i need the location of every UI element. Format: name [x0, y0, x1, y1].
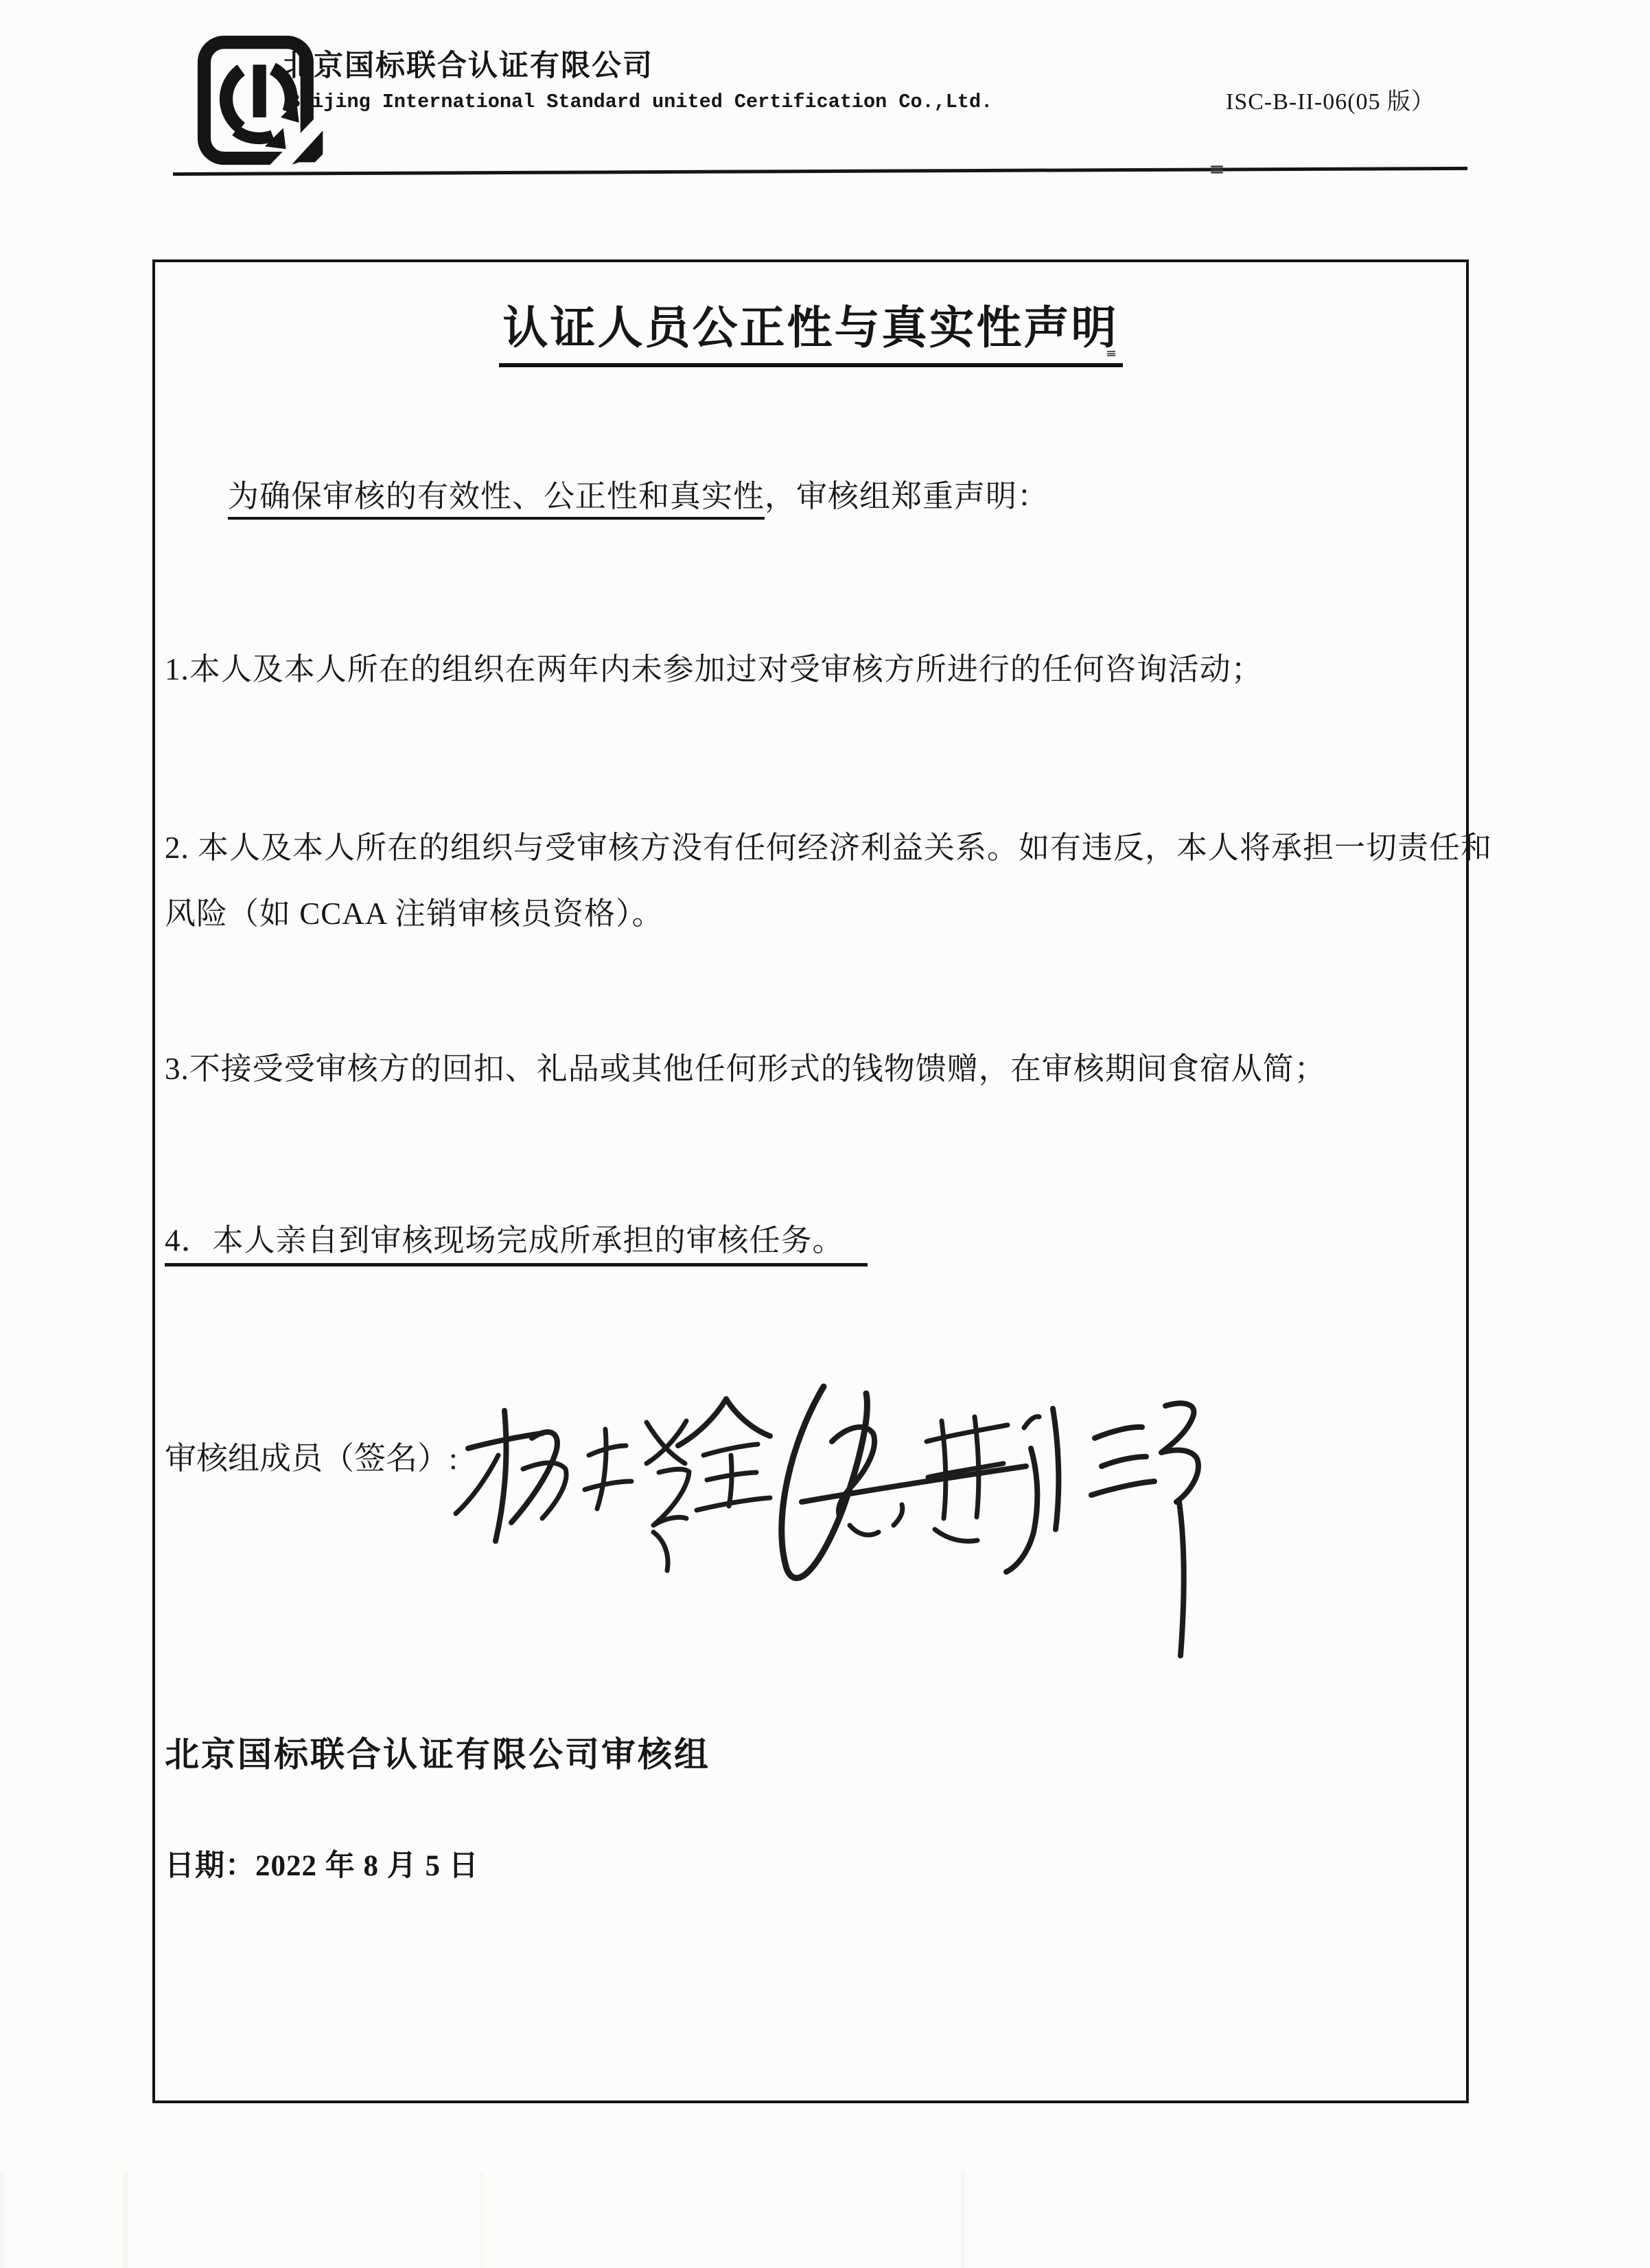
declaration-item-3: 3.不接受受审核方的回扣、礼品或其他任何形式的钱物馈赠，在审核期间食宿从简；: [165, 1052, 1326, 1086]
handwritten-signatures: [405, 1345, 1270, 1675]
signature-2: [782, 1387, 1059, 1578]
header-divider: [173, 167, 1467, 176]
signature-3: [1091, 1403, 1198, 1656]
declaration-item-4-text: 4．本人亲自到审核现场完成所承担的审核任务。: [165, 1223, 868, 1266]
declaration-item-2-line-1: 2. 本人及本人所在的组织与受审核方没有任何经济利益关系。如有违反，本人将承担一切责任和: [165, 831, 1493, 865]
declaration-title: 认证人员公正性与真实性声明: [499, 291, 1123, 367]
audit-team-line: 北京国标联合认证有限公司审核组: [165, 1735, 710, 1774]
declaration-title-row: [152, 291, 1469, 367]
signature-row-label: 审核组成员（签名）:: [165, 1441, 458, 1476]
declaration-border-box: [152, 259, 1469, 2103]
declaration-item-2-line-2: 风险（如 CCAA 注销审核员资格）。: [165, 896, 664, 931]
document-code: ISC-B-II-06(05 版）: [1226, 89, 1436, 115]
company-name-cn: 北京国标联合认证有限公司: [283, 49, 653, 82]
scan-artifact: [1211, 165, 1223, 173]
intro-rest-text: ，审核组郑重声明：: [765, 479, 1049, 513]
declaration-item-4: [165, 1215, 868, 1260]
declaration-intro: [228, 471, 1049, 516]
signature-1: [456, 1399, 770, 1571]
company-name-en: Beijing International Standard united Certification Co.,Ltd.: [288, 91, 993, 113]
declaration-item-1: 1.本人及本人所在的组织在两年内未参加过对受审核方所进行的任何咨询活动；: [165, 652, 1263, 686]
intro-underlined-text: 为确保审核的有效性、公正性和真实性: [228, 479, 765, 520]
date-line: 日期：2022 年 8 月 5 日: [165, 1850, 479, 1882]
